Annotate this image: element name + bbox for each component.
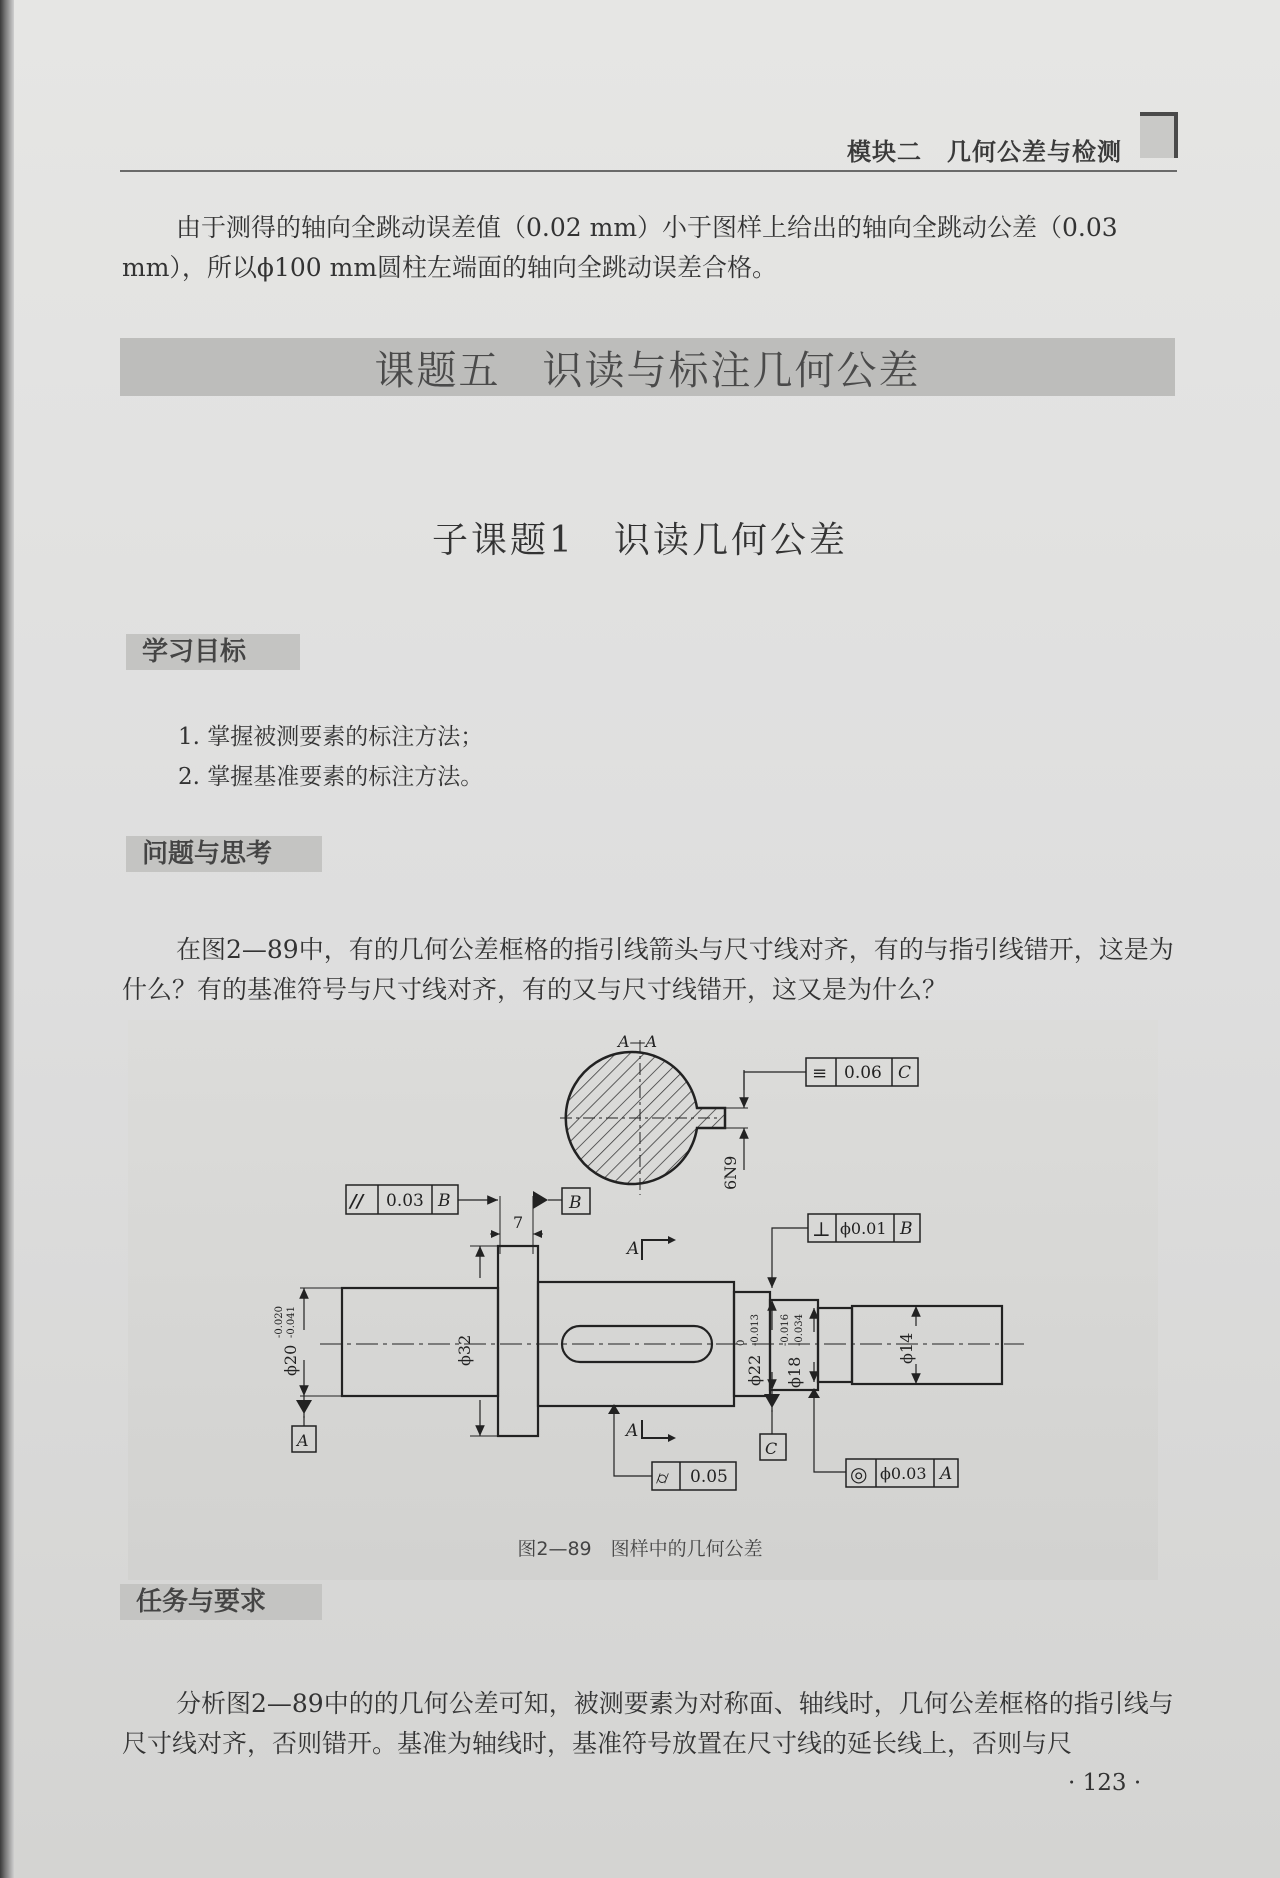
page-number: · 123 · bbox=[1068, 1770, 1142, 1796]
cyl-symbol: ⌭ bbox=[656, 1468, 669, 1489]
perp-value: ϕ0.01 bbox=[840, 1219, 887, 1238]
section-mark-top: A bbox=[627, 1239, 640, 1259]
dia-22-upper: 0 bbox=[736, 1339, 747, 1346]
parallel-value: 0.03 bbox=[386, 1191, 424, 1211]
shaft-body bbox=[320, 1246, 1024, 1436]
goal-item-2: 2. 掌握基准要素的标注方法。 bbox=[178, 764, 484, 790]
dia-18-lower: -0.034 bbox=[794, 1313, 805, 1346]
task-paragraph: 分析图2—89中的的几何公差可知，被测要素为对称面、轴线时，几何公差框格的指引线与尺寸线对齐，否则错开。基准为轴线时，基准符号放置在尺寸线的延长线上，否则与尺 bbox=[122, 1689, 1174, 1758]
subtopic-title: 子课题1 识读几何公差 bbox=[432, 520, 848, 561]
symmetry-symbol: ≡ bbox=[812, 1063, 828, 1084]
datum-c-label: C bbox=[765, 1439, 778, 1458]
dim-7: 7 bbox=[513, 1213, 524, 1232]
datum-a-label: A bbox=[297, 1431, 309, 1450]
perp-symbol: ⊥ bbox=[812, 1217, 831, 1241]
symmetry-tolerance-frame bbox=[806, 1058, 918, 1086]
chapter-title: 课题五 识读与标注几何公差 bbox=[374, 347, 921, 394]
concentricity-tolerance-frame bbox=[846, 1459, 958, 1487]
intro-paragraph: 由于测得的轴向全跳动误差值（0.02 mm）小于图样上给出的轴向全跳动公差（0.03 mm），所以ϕ100 mm圆柱左端面的轴向全跳动误差合格。 bbox=[122, 213, 1118, 282]
parallel-tolerance-frame bbox=[346, 1185, 458, 1214]
figure-caption: 图2—89 图样中的几何公差 bbox=[517, 1538, 763, 1560]
conc-datum: A bbox=[940, 1464, 953, 1484]
dia-18: ϕ18 bbox=[785, 1356, 804, 1388]
dia-14: ϕ14 bbox=[897, 1332, 916, 1364]
section-goals-title: 学习目标 bbox=[126, 634, 300, 670]
running-header: 模块二 几何公差与检测 bbox=[847, 138, 1122, 166]
datum-b-label: B bbox=[569, 1193, 582, 1213]
perp-datum: B bbox=[900, 1219, 913, 1239]
conc-symbol: ◎ bbox=[850, 1462, 868, 1486]
dia-18-upper: -0.016 bbox=[780, 1313, 791, 1346]
question-paragraph: 在图2—89中，有的几何公差框格的指引线箭头与尺寸线对齐，有的与指引线错开，这是为什么？有的基准符号与尺寸线对齐，有的又与尺寸线错开，这又是为什么？ bbox=[122, 935, 1174, 1004]
datum-a-box bbox=[292, 1426, 316, 1452]
dia-22-lower: -0.013 bbox=[750, 1313, 761, 1346]
dia-22: ϕ22 bbox=[745, 1354, 764, 1386]
datum-b-box bbox=[562, 1188, 590, 1214]
symmetry-datum: C bbox=[898, 1063, 912, 1083]
conc-value: ϕ0.03 bbox=[880, 1464, 927, 1483]
parallel-symbol: // bbox=[350, 1191, 364, 1212]
section-questions-title: 问题与思考 bbox=[126, 836, 322, 872]
dia-20-lower: -0.041 bbox=[286, 1305, 297, 1338]
keyway-dim: 6N9 bbox=[721, 1155, 740, 1190]
section-tasks-title: 任务与要求 bbox=[120, 1584, 322, 1620]
cylindricity-tolerance-frame bbox=[652, 1462, 736, 1490]
section-mark-bottom: A bbox=[626, 1421, 639, 1441]
section-label: A—A bbox=[618, 1032, 658, 1051]
cyl-value: 0.05 bbox=[690, 1467, 728, 1487]
dia-32: ϕ32 bbox=[455, 1334, 474, 1366]
symmetry-value: 0.06 bbox=[844, 1063, 882, 1083]
dia-20: ϕ20 bbox=[281, 1344, 300, 1376]
perpendicularity-tolerance-frame bbox=[808, 1214, 920, 1242]
section-view bbox=[560, 1040, 725, 1195]
datum-c-box bbox=[760, 1434, 786, 1460]
goal-item-1: 1. 掌握被测要素的标注方法； bbox=[178, 724, 484, 750]
parallel-datum: B bbox=[438, 1191, 451, 1211]
dia-20-upper: -0.020 bbox=[274, 1305, 285, 1338]
